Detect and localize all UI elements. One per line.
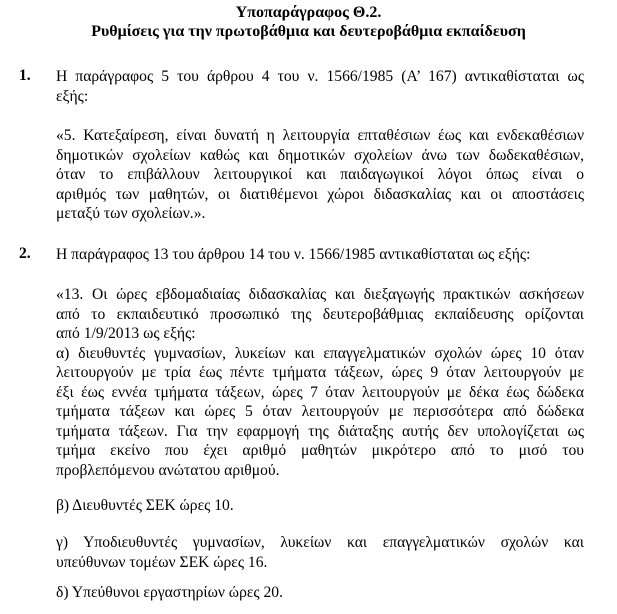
item-2-quote-line-6: έξι έως εννέα τμήματα τάξεων, ώρες 7 όταν λειτουργούν με δέκα έως δώδεκα (56, 383, 584, 401)
item-2-sub-c (56, 533, 584, 572)
item-2-sub-c-line-2: υπεύθυνων τομέων ΣΕΚ ώρες 16. (56, 553, 268, 571)
item-2-quote-line-3: από 1/9/2013 ως εξής: (56, 325, 196, 342)
item-2-quote-line-8: τμήματα τάξεων. Για την εφαρμογή της διάταξης αυτής δεν υπολογίζεται ως (56, 422, 584, 440)
item-2-quote-line-4: α) διευθυντές γυμνασίων, λυκείων και επαγγελματικών σχολών ώρες 10 όταν (56, 344, 584, 362)
subparagraph-subtitle: Ρυθμίσεις για την πρωτοβάθμια και δευτεροβάθμια εκπαίδευση (91, 23, 526, 40)
item-2-number: 2. (19, 245, 31, 262)
item-2-sub-c-line-1: γ) Υποδιευθυντές γυμνασίων, λυκείων και επαγγελματικών σχολών και (56, 534, 584, 551)
item-1-quote (56, 126, 584, 224)
item-2-quote-line-7: τμήματα τάξεων και ώρες 5 όταν λειτουργούν με περισσότερα από δώδεκα (56, 403, 584, 420)
item-2-quote (56, 285, 584, 480)
item-2-quote-line-1: «13. Οι ώρες εβδομαδιαίας διδασκαλίας και διεξαγωγής πρακτικών ασκήσεων (56, 286, 584, 303)
item-2-sub-b-line: β) Διευθυντές ΣΕΚ ώρες 10. (56, 497, 234, 514)
item-2-quote-line-10: προβλεπόμενου ανώτατου αριθμού. (56, 461, 280, 479)
item-1-quote-line-3: όταν το επιβάλλουν λειτουργικοί και παιδαγωγικοί λόγοι όπως είναι ο (56, 166, 584, 183)
item-2-sub-b (56, 496, 584, 516)
item-1-number: 1. (19, 67, 31, 84)
item-1-lead-line-1: Η παράγραφος 5 του άρθρου 4 του ν. 1566/1985 (Α’ 167) αντικαθίσταται ως (56, 68, 584, 85)
item-2-quote-line-9: τμήμα εκείνο που έχει αριθμό μαθητών μικρότερο από το μισό του (56, 442, 584, 459)
item-1-quote-line-2: δημοτικών σχολείων καθώς και δημοτικών σχολείων άνω των δωδεκαθέσιων, (56, 146, 584, 164)
item-1-quote-line-5: μεταξύ των σχολείων.». (56, 205, 206, 222)
item-2-lead-line-1: Η παράγραφος 13 του άρθρου 14 του ν. 1566/1985 αντικαθίσταται ως εξής: (56, 246, 531, 263)
item-1-quote-line-4: αριθμός των μαθητών, οι διατιθέμενοι χώροι διδασκαλίας και οι αποστάσεις (56, 185, 584, 203)
item-2-sub-d-line: δ) Υπεύθυνοι εργαστηρίων ώρες 20. (56, 584, 283, 601)
item-2-sub-d (56, 583, 584, 603)
item-2-lead (56, 245, 584, 265)
item-2-quote-line-5: λειτουργούν με τρία έως πέντε τμήματα τάξεων, ώρες 9 όταν λειτουργούν με (56, 364, 584, 381)
item-1-quote-line-1: «5. Κατεξαίρεση, είναι δυνατή η λειτουργία επταθέσιων έως και ενδεκαθέσιων (56, 127, 584, 144)
item-2-quote-line-2: από το εκπαιδευτικό προσωπικό της δευτεροβάθμιας εκπαίδευσης ορίζονται (56, 305, 584, 323)
item-1-lead-line-2: εξής: (56, 87, 89, 105)
item-1-lead (56, 67, 584, 106)
subparagraph-title: Υποπαράγραφος Θ.2. (235, 4, 382, 21)
